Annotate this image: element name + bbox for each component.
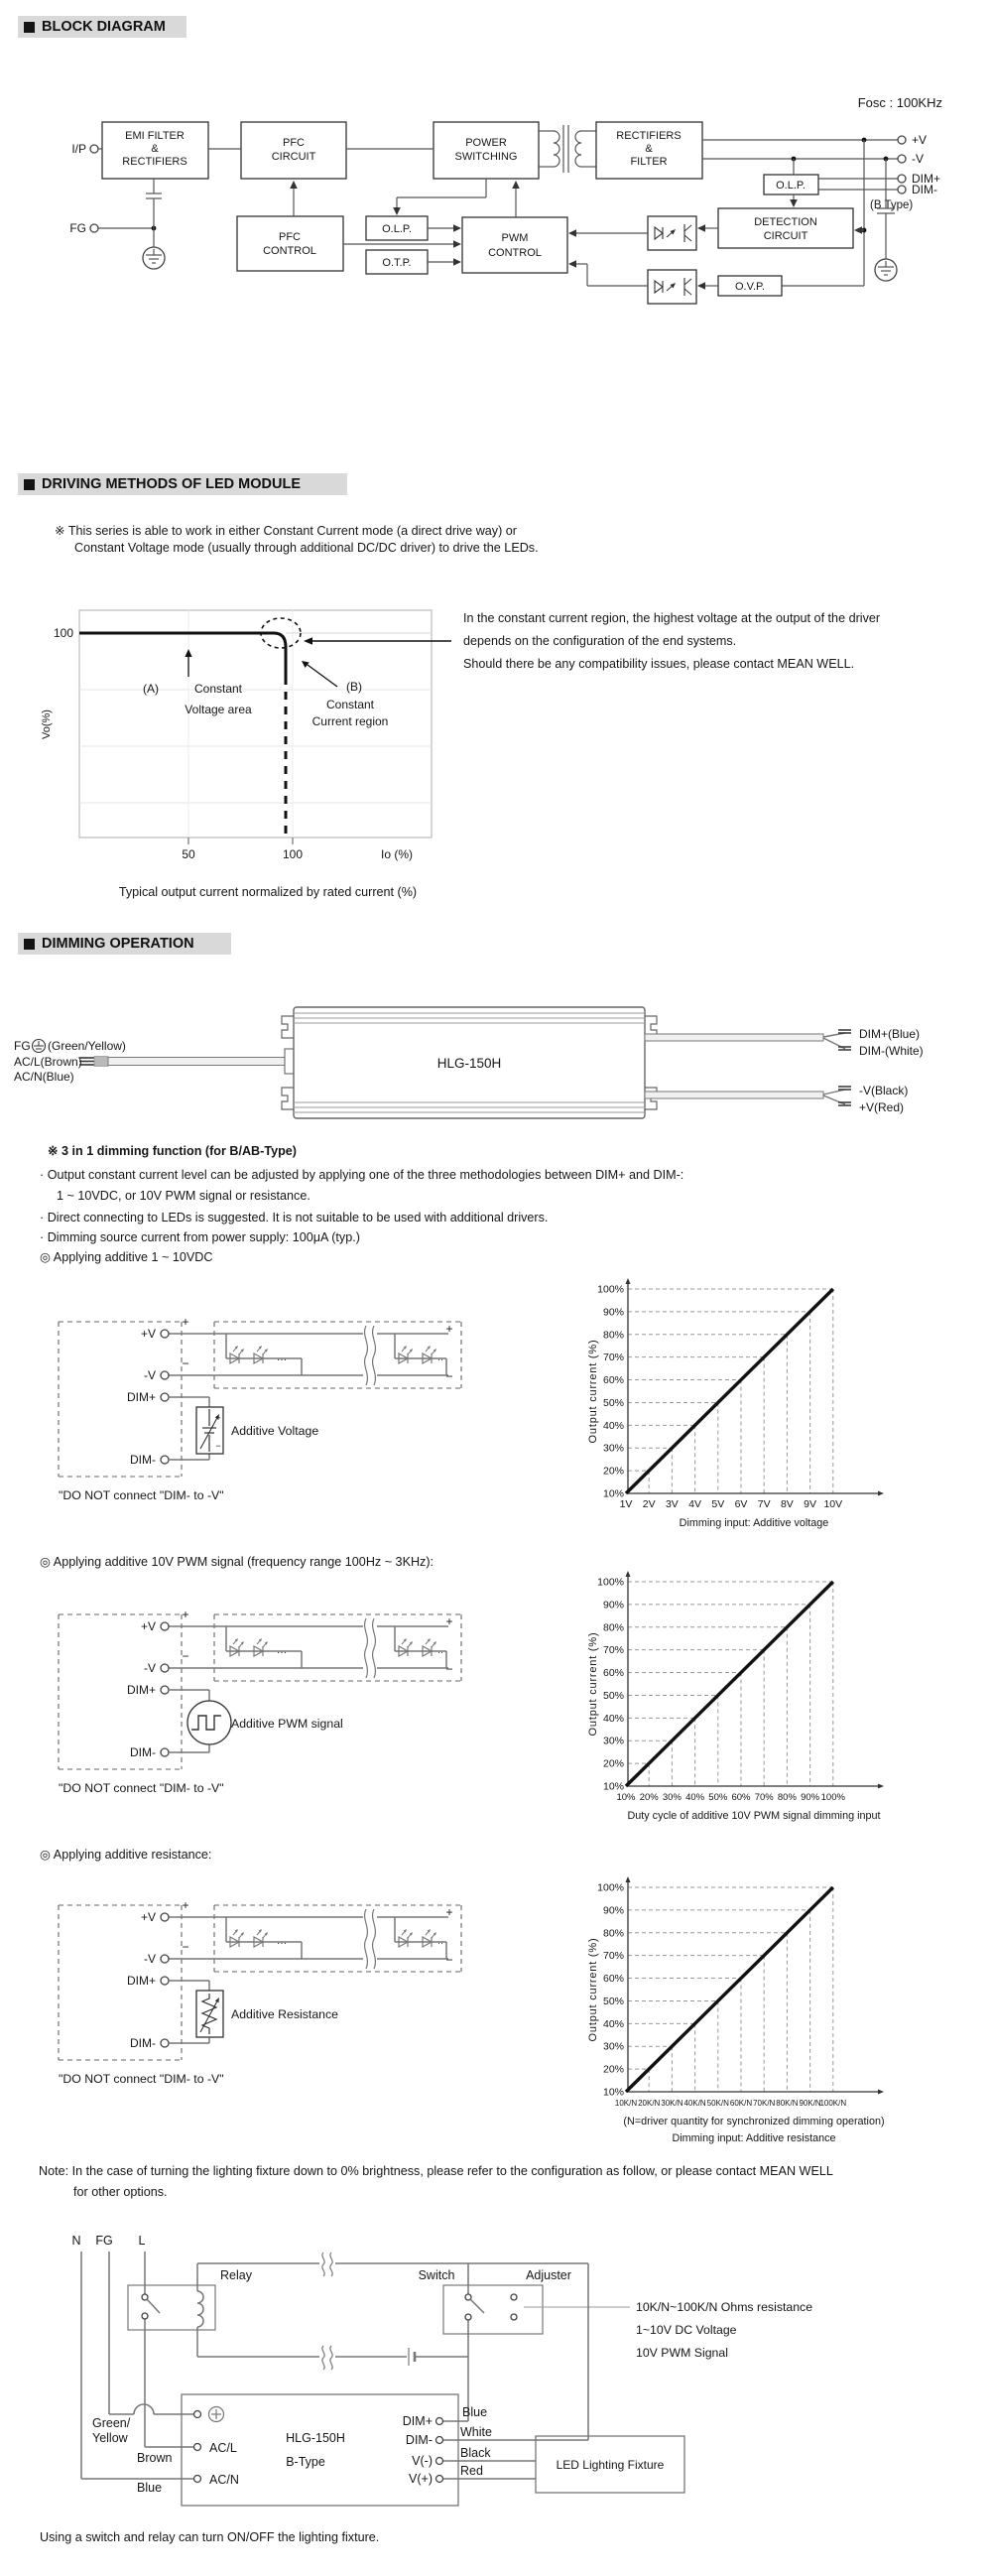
output-cable [645,1092,823,1098]
do-not-connect-note: "DO NOT connect "DIM- to -V" [59,2072,224,2086]
minus-mark: − [182,1356,189,1370]
desc-line3: Should there be any compatibility issues, please contact MEAN WELL. [463,657,855,671]
vplus-terminal [898,136,906,144]
detection-label-2: CIRCUIT [763,230,808,242]
pwm-label-1: PWM [501,232,529,244]
plus-mark-led: + [445,1614,453,1628]
chart3-ytick-70%: 70% [602,1950,624,1963]
chart3-xtick-40K/N: 40K/N [683,2099,706,2108]
led-fixture-label: LED Lighting Fixture [556,2458,665,2472]
chart2-xtick-30%: 30% [662,1792,682,1803]
bottom-circuit-svg [0,2228,992,2525]
chart3-ytick-30%: 30% [602,2040,624,2053]
chart2-ytick-70%: 70% [602,1644,624,1657]
vminus-terminal-label: V(-) [412,2454,433,2468]
wire-white-label: White [460,2425,492,2439]
rect-label-3: FILTER [630,156,668,168]
n-label: N [71,2234,81,2248]
wire-blue-left-label: Blue [137,2481,163,2495]
chart1-xtick-3V: 3V [665,1498,679,1510]
vplus-label: +V [912,133,928,147]
pfc-label-1: PFC [283,137,305,149]
dots: ··· [277,1647,287,1658]
chart2-xtick-10%: 10% [616,1792,636,1803]
minus-mark: − [182,1649,189,1663]
driving-note-line1: ※ This series is able to work in either Constant Current mode (a direct drive way) or [55,524,517,538]
battery-icon [409,2348,415,2366]
label-a-constant: Constant [193,682,243,696]
vo-xlabel: Io (%) [380,847,414,861]
detection-circuit-box [718,208,853,248]
chart1-caption-1: Dimming input: Additive voltage [679,1517,829,1529]
chart3-ylabel: Output current (%) [587,1937,599,2042]
chart1-ytick-80%: 80% [602,1329,624,1342]
terminal-dp-label: DIM+ [126,1390,156,1404]
chart1-xtick-10V: 10V [823,1498,843,1510]
chart3-ytick-50%: 50% [602,1995,624,2007]
adjuster-option-2: 1~10V DC Voltage [636,2323,737,2337]
wire-black-label: Black [460,2446,491,2460]
olp-right-label: O.L.P. [776,180,806,192]
plus-mark-led: + [445,1322,453,1336]
optocoupler-2-icon [648,270,696,304]
chart3-ytick-60%: 60% [602,1973,624,1986]
dim-bullet-1b: 1 ~ 10VDC, or 10V PWM signal or resistance. [57,1189,310,1203]
power-label-2: SWITCHING [454,151,518,163]
chart1-xtick-7V: 7V [757,1498,771,1510]
chart1-xtick-9V: 9V [804,1498,817,1510]
vplus-terminal-label: V(+) [409,2472,433,2486]
dots: ··· [277,1354,287,1365]
dim-chart-pwm [583,1563,992,1861]
chart1-xtick-1V: 1V [619,1498,633,1510]
terminal-dn-label: DIM- [130,1745,156,1759]
dim-chart-voltage [583,1270,992,1568]
chart1-ytick-50%: 50% [602,1396,624,1409]
dimn-terminal-label: DIM- [405,2433,433,2447]
source-label: Additive PWM signal [231,1717,343,1731]
chart2-ylabel: Output current (%) [587,1631,599,1737]
input-cable [108,1058,285,1066]
section-header-block-diagram [18,16,186,38]
chart1-ytick-100%: 100% [597,1283,624,1296]
chart2-xtick-80%: 80% [777,1792,797,1803]
chart3-xtick-50K/N: 50K/N [706,2099,729,2108]
chart3-ytick-40%: 40% [602,2017,624,2030]
vminus-label: -V [912,152,924,166]
pwm-label-2: CONTROL [488,247,542,259]
dots: ·· [437,1647,443,1657]
vo-ytick-100: 100 [53,626,73,640]
terminal-dn-label: DIM- [130,1453,156,1467]
device-svg [0,992,992,1141]
section-header-driving-methods [18,473,347,495]
device-acl-label: AC/L(Brown) [14,1055,82,1069]
chart2-xtick-60%: 60% [731,1792,751,1803]
plus-mark: + [182,1315,189,1329]
desc-line1: In the constant current region, the highest voltage at the output of the driver [463,611,881,625]
chart3-xtick-30K/N: 30K/N [661,2099,683,2108]
dim-bullet-3: · Dimming source current from power supply: 100μA (typ.) [40,1230,360,1244]
chart1-ytick-10%: 10% [602,1487,624,1500]
wire-strands-icon [79,1057,108,1067]
chart2-xtick-40%: 40% [685,1792,705,1803]
switch-adjuster-box [443,2285,543,2334]
l-label: L [138,2234,146,2248]
device-vminus-label: -V(Black) [859,1084,909,1097]
chart2-xtick-100%: 100% [820,1792,845,1803]
section-title: DIMMING OPERATION [42,936,194,952]
relay-label: Relay [220,2268,252,2282]
terminal-vn-label: -V [144,1952,156,1966]
chart2-xtick-70%: 70% [754,1792,774,1803]
cc-region-description [463,607,880,676]
adjuster-option-3: 10V PWM Signal [636,2346,728,2360]
driver-model-label: HLG-150H [286,2431,345,2445]
chart2-ytick-50%: 50% [602,1689,624,1702]
olp-left-label: O.L.P. [382,223,412,235]
footer-note: Using a switch and relay can turn ON/OFF the lighting fixture. [40,2530,380,2544]
cable-gland-left [285,1049,294,1074]
wiring-diagram-resistance [40,1864,556,2102]
plus-mark: + [182,1898,189,1912]
fg-terminal [90,224,98,232]
minus-mark: − [182,1940,189,1954]
switch-label: Switch [418,2268,455,2282]
apply-header-3: ◎ Applying additive resistance: [40,1848,212,1862]
label-b-constant: Constant [325,698,375,711]
section-header-dimming [18,933,231,955]
emi-label-1: EMI FILTER [125,130,185,142]
pfc-label-2: CIRCUIT [271,151,316,163]
chart2-ytick-80%: 80% [602,1621,624,1634]
bracket-left-top [282,1016,294,1038]
chart2-ytick-60%: 60% [602,1667,624,1680]
emi-label-3: RECTIFIERS [122,156,187,168]
chart2-caption-1: Duty cycle of additive 10V PWM signal dimming input [627,1810,881,1822]
dimplus-label: DIM+ [912,172,941,186]
apply-header-1: ◎ Applying additive 1 ~ 10VDC [40,1250,213,1264]
terminal-vp-label: +V [140,1910,156,1924]
wire-green-label: Green/ [92,2416,131,2430]
vo-chart-svg [30,566,466,898]
section-square-icon [24,479,35,490]
chart1-ytick-30%: 30% [602,1442,624,1455]
dimminus-label: DIM- [912,183,937,196]
minus-mark-led: − [445,1953,453,1967]
chart3-xtick-90K/N: 90K/N [799,2099,821,2108]
chart3-xtick-80K/N: 80K/N [776,2099,799,2108]
detection-label-1: DETECTION [754,216,817,228]
minus-mark-led: − [445,1662,453,1676]
pfc-ctrl-label-2: CONTROL [263,245,316,257]
btype-label: (B Type) [870,199,914,211]
dim-bullet-2: · Direct connecting to LEDs is suggested. It is not suitable to be used with additional drivers. [40,1211,549,1224]
chart1-ytick-90%: 90% [602,1306,624,1319]
power-label-1: POWER [465,137,507,149]
wire-yellow-label: Yellow [92,2431,128,2445]
dim-title: ※ 3 in 1 dimming function (for B/AB-Type) [48,1144,297,1158]
section-title: BLOCK DIAGRAM [42,19,166,35]
section-square-icon [24,939,35,950]
terminal-vn-label: -V [144,1661,156,1675]
device-model-label: HLG-150H [436,1056,502,1071]
dots: ··· [277,1938,287,1949]
source-minus: − [215,1441,221,1451]
chart2-ytick-10%: 10% [602,1780,624,1793]
terminal-vp-label: +V [140,1327,156,1341]
chart2-xtick-90%: 90% [801,1792,820,1803]
chart1-ytick-70%: 70% [602,1352,624,1364]
device-dimplus-label: DIM+(Blue) [859,1027,921,1041]
chart1-ytick-20%: 20% [602,1465,624,1478]
desc-line2: depends on the configuration of the end systems. [463,634,737,648]
driver-type-label: B-Type [286,2455,325,2469]
fosc-label: Fosc : 100KHz [857,95,942,110]
vminus-terminal [898,155,906,163]
terminal-vn-label: -V [144,1368,156,1382]
device-dimminus-label: DIM-(White) [859,1044,924,1058]
ovp-label: O.V.P. [735,281,765,293]
fg-label: FG [95,2234,113,2248]
terminal-dn-label: DIM- [130,2036,156,2050]
pe-terminal-icon [209,2407,224,2422]
adjuster-option-1: 10K/N~100K/N Ohms resistance [636,2300,813,2314]
wiring-diagram-voltage [40,1280,556,1518]
apply-header-2: ◎ Applying additive 10V PWM signal (frequency range 100Hz ~ 3KHz): [40,1555,434,1569]
chart3-xtick-10K/N: 10K/N [614,2099,638,2108]
chart3-xtick-60K/N: 60K/N [729,2099,753,2108]
do-not-connect-note: "DO NOT connect "DIM- to -V" [59,1488,224,1502]
chart1-xtick-4V: 4V [688,1498,702,1510]
vo-chart [30,566,466,898]
block-diagram [0,60,992,318]
chart2-ytick-90%: 90% [602,1599,624,1611]
fg-label: FG [69,221,86,235]
chart3-xtick-100K/N: 100K/N [819,2099,847,2108]
source-plus: + [215,1413,221,1423]
pfc-control-box [237,216,343,271]
chart3-caption-2: Dimming input: Additive resistance [672,2132,836,2144]
acn-terminal-label: AC/N [209,2473,239,2487]
device-acn-label: AC/N(Blue) [14,1070,74,1084]
chart1-ytick-40%: 40% [602,1419,624,1432]
chart3-ytick-80%: 80% [602,1927,624,1940]
label-b-current-region: Current region [311,714,389,728]
wire-brown-label: Brown [137,2451,173,2465]
chart2-ytick-100%: 100% [597,1576,624,1589]
chart2-ytick-30%: 30% [602,1735,624,1747]
ip-terminal [90,145,98,153]
plus-mark-led: + [445,1905,453,1919]
device-fg-wire-label: (Green/Yellow) [48,1039,126,1053]
vo-xtick-50: 50 [182,847,195,861]
chart1-ylabel: Output current (%) [587,1339,599,1444]
transformer-icon [539,125,596,173]
chart3-ytick-100%: 100% [597,1881,624,1894]
dimminus-terminal [898,186,906,193]
ground-terminal-icon [33,1040,46,1053]
source-label: Additive Voltage [231,1424,319,1438]
dim-cable [645,1034,823,1041]
chart1-xtick-6V: 6V [734,1498,748,1510]
bracket-left-bottom [282,1088,294,1109]
ground-icon-right [875,259,897,281]
ground-icon-left [143,247,165,269]
wiring-diagram-pwm [40,1573,556,1811]
chart2-xtick-50%: 50% [708,1792,728,1803]
do-not-connect-note: "DO NOT connect "DIM- to -V" [59,1781,224,1795]
optocoupler-1-icon [648,216,696,250]
device-drawing [0,992,992,1141]
label-b: (B) [346,680,362,694]
chart3-ytick-20%: 20% [602,2063,624,2076]
chart1-xtick-5V: 5V [711,1498,725,1510]
block-diagram-svg [0,60,992,318]
wire-blue-right-label: Blue [462,2405,488,2419]
chart1-ytick-60%: 60% [602,1374,624,1387]
chart3-caption-1: (N=driver quantity for synchronized dimming operation) [623,2116,885,2127]
minus-mark-led: − [445,1369,453,1383]
chart1-xtick-2V: 2V [642,1498,656,1510]
bottom-note-line1: Note: In the case of turning the lighting fixture down to 0% brightness, please refer to the configuration as follow, or please contact MEAN WELL [39,2164,833,2178]
device-vplus-label: +V(Red) [859,1100,905,1114]
chart2-ytick-20%: 20% [602,1757,624,1770]
dots: ·· [437,1354,443,1364]
adjuster-label: Adjuster [526,2268,571,2282]
plus-mark: + [182,1608,189,1621]
chart2-xtick-20%: 20% [639,1792,659,1803]
bottom-circuit [0,2228,992,2525]
chart2-ytick-40%: 40% [602,1712,624,1725]
rect-label-2: & [645,143,653,155]
acl-terminal-label: AC/L [209,2441,237,2455]
dim-bullet-1: · Output constant current level can be adjusted by applying one of the three methodologies between DIM+ and DIM-: [40,1168,684,1182]
label-a-voltage-area: Voltage area [185,703,252,716]
ip-label: I/P [71,142,86,156]
chart3-xtick-20K/N: 20K/N [638,2099,661,2108]
rect-label-1: RECTIFIERS [616,130,682,142]
wire-red-label: Red [460,2464,483,2478]
terminal-dp-label: DIM+ [126,1683,156,1697]
label-a: (A) [143,682,159,696]
dots: ·· [437,1938,443,1948]
chart1-xtick-8V: 8V [780,1498,794,1510]
terminal-dp-label: DIM+ [126,1974,156,1988]
emi-label-2: & [151,143,159,155]
bottom-note-line2: for other options. [73,2185,168,2199]
vo-xtick-100: 100 [282,847,304,861]
otp-label: O.T.P. [382,257,412,269]
terminal-vp-label: +V [140,1619,156,1633]
driving-note-line2: Constant Voltage mode (usually through additional DC/DC driver) to drive the LEDs. [74,541,539,555]
chart3-xtick-70K/N: 70K/N [753,2099,776,2108]
dim-chart-resistance [583,1868,992,2166]
device-fg-label: FG [14,1039,31,1053]
source-label: Additive Resistance [231,2007,338,2021]
vo-chart-caption: Typical output current normalized by rated current (%) [118,885,418,899]
dimplus-terminal [898,175,906,183]
vo-ylabel: Vo(%) [41,709,53,739]
pfc-ctrl-label-1: PFC [279,231,301,243]
pwm-control-box [462,217,567,273]
dimp-terminal-label: DIM+ [402,2414,433,2428]
section-title: DRIVING METHODS OF LED MODULE [42,476,301,492]
chart3-ytick-90%: 90% [602,1904,624,1917]
section-square-icon [24,22,35,33]
chart3-ytick-10%: 10% [602,2086,624,2099]
